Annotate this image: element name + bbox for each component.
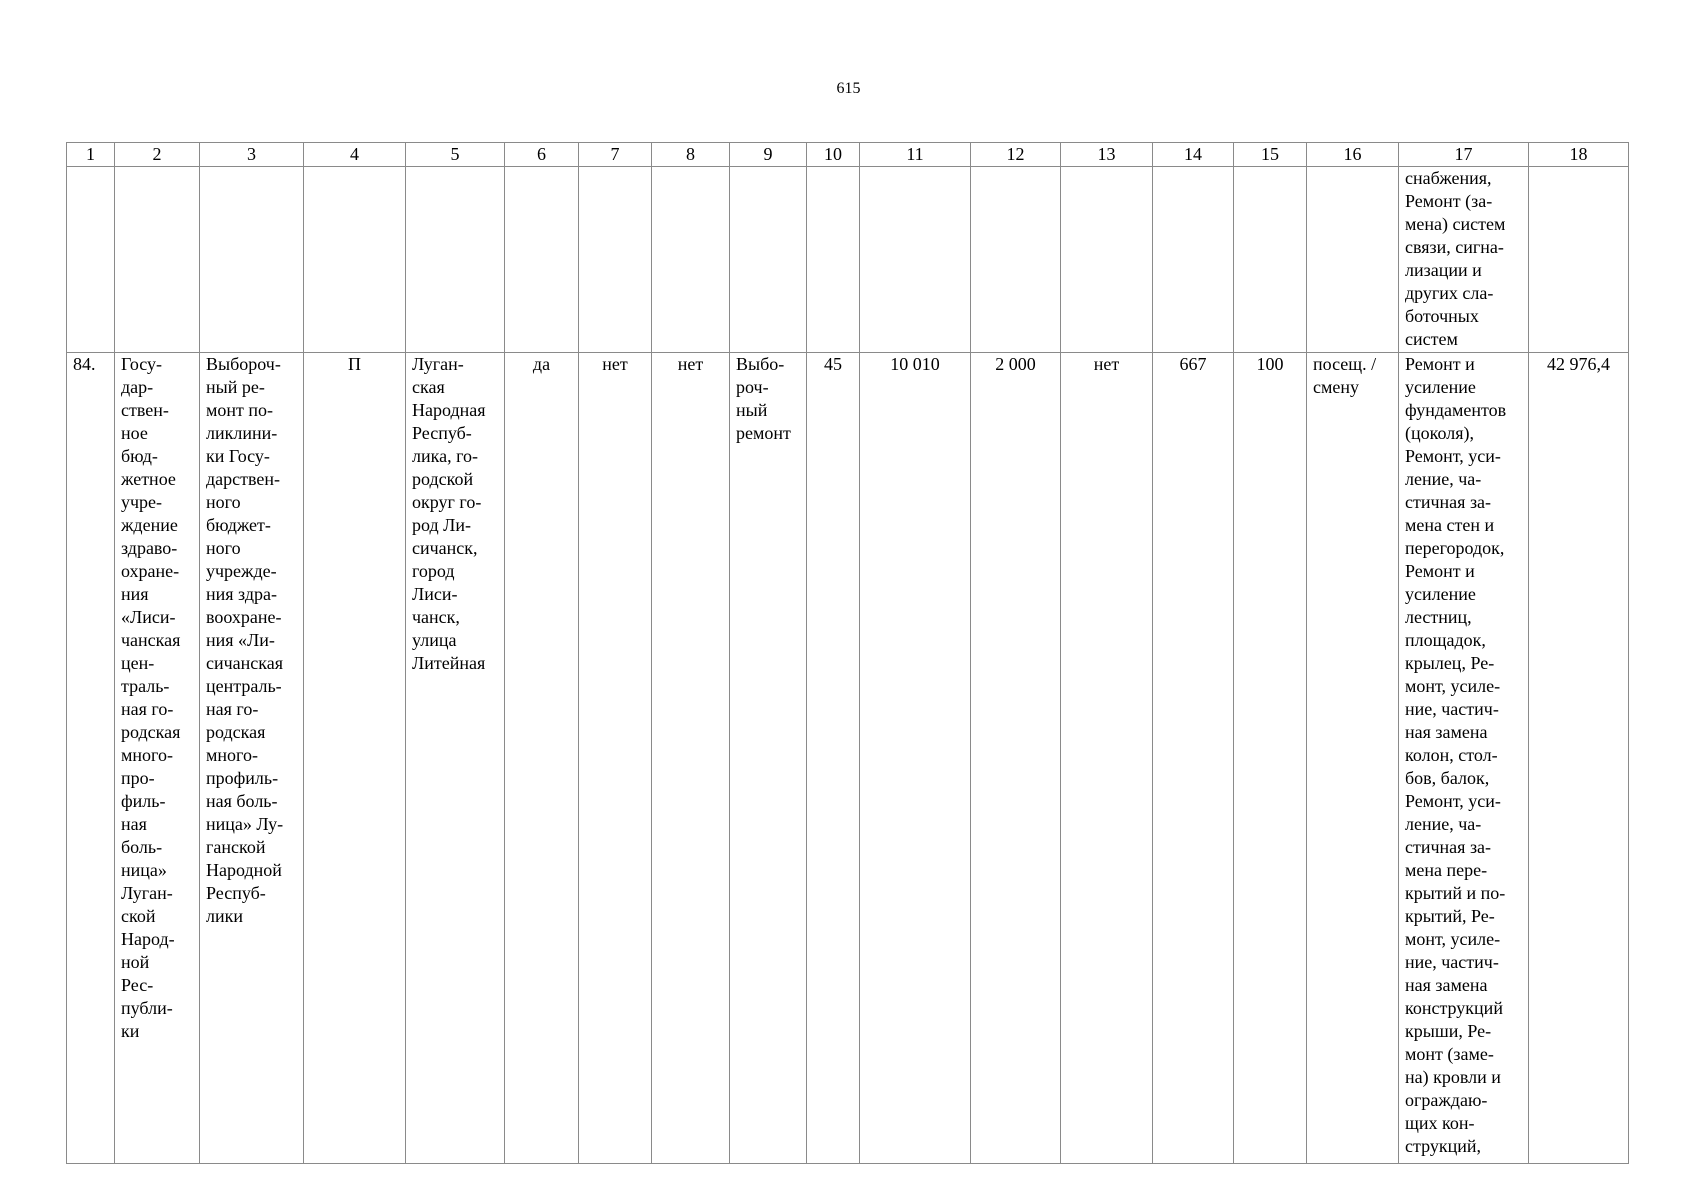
- text-line: сичанская: [206, 653, 284, 673]
- text-line: дарствен-: [206, 469, 281, 489]
- unit-cell: [1307, 353, 1399, 1164]
- table-cell: [1529, 167, 1629, 353]
- text-line: чанская: [121, 630, 181, 650]
- value-cell: 667: [1153, 353, 1234, 1164]
- table-header-row: [67, 143, 1629, 167]
- text-line: Ремонт и: [1405, 354, 1475, 374]
- row-number: 84.: [67, 353, 115, 1164]
- text-line: бюджет-: [206, 515, 271, 535]
- text-line: ствен-: [121, 400, 169, 420]
- text-line: Литейная: [412, 653, 486, 673]
- text-line: здраво-: [121, 538, 178, 558]
- table-row-84: [67, 353, 1629, 1164]
- text-line: стичная за-: [1405, 492, 1492, 512]
- text-line: мена пере-: [1405, 860, 1488, 880]
- text-line: боль-: [121, 837, 163, 857]
- text-line: монт по-: [206, 400, 274, 420]
- text-line: боточных: [1405, 306, 1479, 326]
- table-cell: [115, 167, 200, 353]
- column-number: 5: [406, 143, 505, 167]
- text-line: ной: [121, 952, 150, 972]
- text-line: Луган-: [412, 354, 464, 374]
- text-line: ние, частич-: [1405, 952, 1499, 972]
- column-number: 18: [1529, 143, 1629, 167]
- institution-cell: [115, 353, 200, 1164]
- text-line: крытий и по-: [1405, 883, 1506, 903]
- text-line: ная: [121, 814, 147, 834]
- text-line: Лиси-: [412, 584, 458, 604]
- text-line: ремонт: [736, 423, 791, 443]
- column-number: 7: [579, 143, 652, 167]
- text-line: других сла-: [1405, 283, 1494, 303]
- text-line: филь-: [121, 791, 166, 811]
- text-line: крыши, Ре-: [1405, 1021, 1492, 1041]
- column-number: 15: [1234, 143, 1307, 167]
- table-cell: [807, 167, 860, 353]
- text-line: дар-: [121, 377, 154, 397]
- text-line: ного: [206, 538, 241, 558]
- table-cell: [1307, 167, 1399, 353]
- text-line: ния: [121, 584, 149, 604]
- column-number: 12: [971, 143, 1061, 167]
- text-line: ской: [121, 906, 156, 926]
- table-cell: [860, 167, 971, 353]
- text-line: ки Госу-: [206, 446, 270, 466]
- text-line: охране-: [121, 561, 180, 581]
- text-line: много-: [121, 745, 173, 765]
- column-number: 4: [304, 143, 406, 167]
- text-line: (цоколя),: [1405, 423, 1474, 443]
- text-line: ная замена: [1405, 975, 1488, 995]
- text-line: лизации и: [1405, 260, 1482, 280]
- table-cell: [1061, 167, 1153, 353]
- text-line: Ремонт, уси-: [1405, 446, 1501, 466]
- table-cell: [971, 167, 1061, 353]
- type-cell: П: [304, 353, 406, 1164]
- text-line: Народной: [206, 860, 282, 880]
- flag-cell: нет: [579, 353, 652, 1164]
- text-line: посещ. /: [1313, 354, 1377, 374]
- column-number: 16: [1307, 143, 1399, 167]
- text-line: крылец, Ре-: [1405, 653, 1495, 673]
- text-line: монт (заме-: [1405, 1044, 1494, 1064]
- text-line: струкций,: [1405, 1136, 1481, 1156]
- text-line: учрежде-: [206, 561, 277, 581]
- text-line: мена стен и: [1405, 515, 1495, 535]
- text-line: про-: [121, 768, 155, 788]
- column-number: 9: [730, 143, 807, 167]
- column-number: 1: [67, 143, 115, 167]
- text-line: жетное: [121, 469, 176, 489]
- text-line: траль-: [121, 676, 170, 696]
- object-name-cell: [200, 353, 304, 1164]
- text-line: ница» Лу-: [206, 814, 284, 834]
- text-line: родская: [206, 722, 266, 742]
- value-cell: 100: [1234, 353, 1307, 1164]
- text-line: монт, усиле-: [1405, 676, 1501, 696]
- column-number: 13: [1061, 143, 1153, 167]
- table-cell: [505, 167, 579, 353]
- cost-cell: 42 976,4: [1529, 353, 1629, 1164]
- text-line: ное: [121, 423, 148, 443]
- text-line: ная замена: [1405, 722, 1488, 742]
- text-line: связи, сигна-: [1405, 237, 1504, 257]
- text-line: Ремонт, уси-: [1405, 791, 1501, 811]
- text-line: ния здра-: [206, 584, 277, 604]
- text-line: ный ре-: [206, 377, 265, 397]
- text-line: монт, усиле-: [1405, 929, 1501, 949]
- text-line: воохране-: [206, 607, 282, 627]
- text-line: ние, частич-: [1405, 699, 1499, 719]
- column-number: 14: [1153, 143, 1234, 167]
- text-line: роч-: [736, 377, 769, 397]
- value-cell: 2 000: [971, 353, 1061, 1164]
- text-line: много-: [206, 745, 258, 765]
- text-line: мена) систем: [1405, 214, 1506, 234]
- text-line: ограждаю-: [1405, 1090, 1488, 1110]
- text-line: снабжения,: [1405, 168, 1492, 188]
- text-line: профиль-: [206, 768, 279, 788]
- table-cell: [730, 167, 807, 353]
- text-line: Госу-: [121, 354, 163, 374]
- text-line: бов, балок,: [1405, 768, 1490, 788]
- repair-type-cell: [730, 353, 807, 1164]
- table-cell: [304, 167, 406, 353]
- column-number: 8: [652, 143, 730, 167]
- table-cell: [200, 167, 304, 353]
- table-cell: [652, 167, 730, 353]
- text-line: ная го-: [121, 699, 174, 719]
- text-line: фундаментов: [1405, 400, 1507, 420]
- text-line: систем: [1405, 329, 1458, 349]
- text-line: ная го-: [206, 699, 259, 719]
- text-line: централь-: [206, 676, 282, 696]
- text-line: ки: [121, 1021, 140, 1041]
- text-line: «Лиси-: [121, 607, 176, 627]
- text-line: ния «Ли-: [206, 630, 275, 650]
- text-line: Выбо-: [736, 354, 785, 374]
- text-line: улица: [412, 630, 457, 650]
- text-line: колон, стол-: [1405, 745, 1498, 765]
- table-cell: [406, 167, 505, 353]
- text-line: лика, го-: [412, 446, 479, 466]
- text-line: крытий, Ре-: [1405, 906, 1495, 926]
- text-line: на) кровли и: [1405, 1067, 1501, 1087]
- text-line: ный: [736, 400, 768, 420]
- data-table: [66, 142, 1629, 1164]
- page-number: 615: [836, 80, 861, 97]
- table-cell: [67, 167, 115, 353]
- text-line: родской: [412, 469, 474, 489]
- value-cell: 10 010: [860, 353, 971, 1164]
- text-line: Ремонт (за-: [1405, 191, 1493, 211]
- column-number: 3: [200, 143, 304, 167]
- flag-cell: нет: [652, 353, 730, 1164]
- address-cell: [406, 353, 505, 1164]
- text-line: стичная за-: [1405, 837, 1492, 857]
- text-line: цен-: [121, 653, 155, 673]
- text-line: город: [412, 561, 455, 581]
- text-line: сичанск,: [412, 538, 478, 558]
- text-line: перегородок,: [1405, 538, 1505, 558]
- text-line: ница»: [121, 860, 167, 880]
- table-cell: [1153, 167, 1234, 353]
- text-line: чанск,: [412, 607, 460, 627]
- text-line: ление, ча-: [1405, 469, 1482, 489]
- text-line: усиление: [1405, 377, 1476, 397]
- text-line: род Ли-: [412, 515, 471, 535]
- text-line: Рес-: [121, 975, 154, 995]
- text-line: Луган-: [121, 883, 173, 903]
- text-line: округ го-: [412, 492, 482, 512]
- text-line: ного: [206, 492, 241, 512]
- work-list-cell: [1399, 353, 1529, 1164]
- text-line: Народная: [412, 400, 486, 420]
- text-line: усиление: [1405, 584, 1476, 604]
- text-line: ликлини-: [206, 423, 278, 443]
- text-line: ная боль-: [206, 791, 278, 811]
- work-list-cell: [1399, 167, 1529, 353]
- text-line: лестниц,: [1405, 607, 1472, 627]
- text-line: Выбороч-: [206, 354, 281, 374]
- text-line: публи-: [121, 998, 173, 1018]
- table-cell: [579, 167, 652, 353]
- text-line: конструкций: [1405, 998, 1503, 1018]
- value-cell: 45: [807, 353, 860, 1164]
- text-line: родская: [121, 722, 181, 742]
- text-line: лики: [206, 906, 243, 926]
- flag-cell: да: [505, 353, 579, 1164]
- column-number: 11: [860, 143, 971, 167]
- table-cell: [1234, 167, 1307, 353]
- text-line: смену: [1313, 377, 1360, 397]
- text-line: щих кон-: [1405, 1113, 1475, 1133]
- text-line: площадок,: [1405, 630, 1486, 650]
- text-line: ление, ча-: [1405, 814, 1482, 834]
- column-number: 17: [1399, 143, 1529, 167]
- text-line: Народ-: [121, 929, 175, 949]
- table-row-continuation: [67, 167, 1629, 353]
- text-line: ждение: [121, 515, 178, 535]
- flag-cell: нет: [1061, 353, 1153, 1164]
- text-line: бюд-: [121, 446, 158, 466]
- text-line: учре-: [121, 492, 163, 512]
- text-line: Респуб-: [412, 423, 472, 443]
- text-line: ская: [412, 377, 445, 397]
- text-line: Респуб-: [206, 883, 266, 903]
- column-number: 6: [505, 143, 579, 167]
- column-number: 10: [807, 143, 860, 167]
- text-line: Ремонт и: [1405, 561, 1475, 581]
- column-number: 2: [115, 143, 200, 167]
- text-line: ганской: [206, 837, 266, 857]
